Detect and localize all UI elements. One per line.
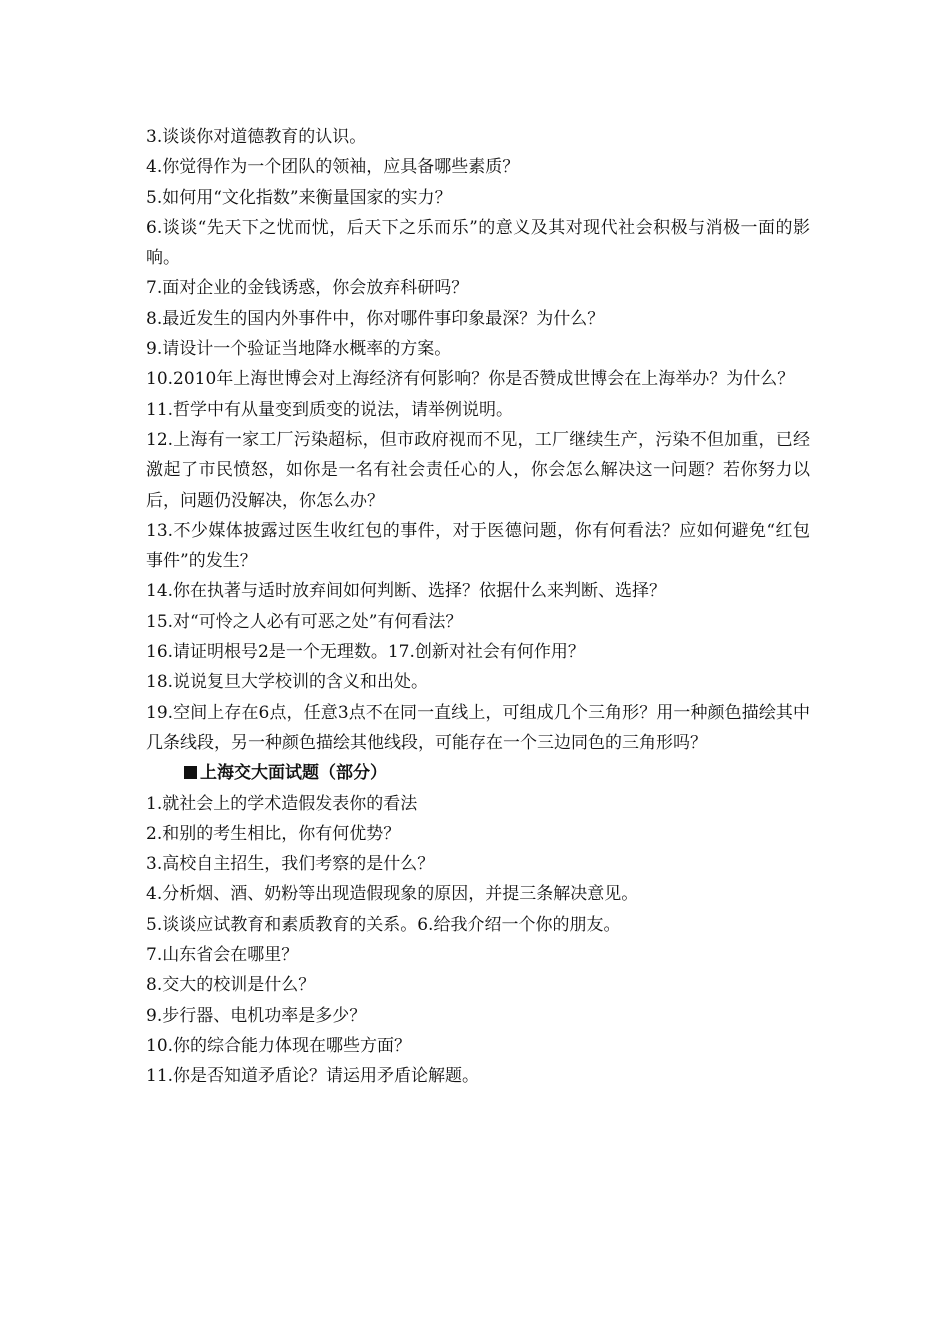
question-9: 9.请设计一个验证当地降水概率的方案。 bbox=[146, 339, 452, 360]
sjtu-question-4: 4.分析烟、酒、奶粉等出现造假现象的原因，并提三条解决意见。 bbox=[146, 884, 639, 905]
sjtu-question-11: 11.你是否知道矛盾论？请运用矛盾论解题。 bbox=[146, 1066, 480, 1087]
question-4: 4.你觉得作为一个团队的领袖，应具备哪些素质？ bbox=[146, 157, 520, 178]
question-7: 7.面对企业的金钱诱惑，你会放弃科研吗？ bbox=[146, 278, 469, 299]
question-11: 11.哲学中有从量变到质变的说法，请举例说明。 bbox=[146, 399, 514, 420]
sjtu-question-9: 9.步行器、电机功率是多少？ bbox=[146, 1005, 367, 1026]
question-3: 3.谈谈你对道德教育的认识。 bbox=[146, 127, 367, 147]
sjtu-question-5-6: 5.谈谈应试教育和素质教育的关系。6.给我介绍一个你的朋友。 bbox=[146, 914, 621, 935]
section-heading bbox=[146, 758, 810, 788]
sjtu-question-3: 3.高校自主招生，我们考察的是什么？ bbox=[146, 854, 435, 875]
sjtu-question-8: 8.交大的校训是什么？ bbox=[146, 975, 316, 996]
question-15: 15.对“可怜之人必有可恶之处”有何看法？ bbox=[146, 611, 463, 632]
question-12: 12.上海有一家工厂污染超标，但市政府视而不见，工厂继续生产，污染不但加重，已经激起了市民愤怒，如你是一名有社会责任心的人，你会怎么解决这一问题？若你努力以后，问题仍没解决，你怎么办？ bbox=[146, 429, 810, 511]
sjtu-question-1: 1.就社会上的学术造假发表你的看法 bbox=[146, 793, 418, 814]
question-6: 6.谈谈“先天下之忧而忧，后天下之乐而乐”的意义及其对现代社会积极与消极一面的影响。 bbox=[146, 217, 810, 269]
question-8: 8.最近发生的国内外事件中，你对哪件事印象最深？为什么？ bbox=[146, 308, 605, 329]
question-19: 19.空间上存在6点，任意3点不在同一直线上，可组成几个三角形？用一种颜色描绘其中几条线段，另一种颜色描绘其他线段，可能存在一个三边同色的三角形吗？ bbox=[146, 702, 810, 753]
sjtu-question-10: 10.你的综合能力体现在哪些方面？ bbox=[146, 1035, 412, 1056]
section-heading-text: 上海交大面试题（部分） bbox=[200, 763, 387, 784]
sjtu-question-7: 7.山东省会在哪里？ bbox=[146, 945, 299, 966]
question-16-17: 16.请证明根号2是一个无理数。17.创新对社会有何作用？ bbox=[146, 642, 585, 663]
question-13: 13.不少媒体披露过医生收红包的事件，对于医德问题，你有何看法？应如何避免“红包事件”的发生？ bbox=[146, 520, 810, 572]
question-5: 5.如何用“文化指数”来衡量国家的实力？ bbox=[146, 187, 452, 208]
question-14: 14.你在执著与适时放弃间如何判断、选择？依据什么来判断、选择？ bbox=[146, 581, 667, 602]
black-square-icon bbox=[184, 766, 197, 779]
question-10: 10.2010年上海世博会对上海经济有何影响？你是否赞成世博会在上海举办？为什么？ bbox=[146, 369, 795, 390]
sjtu-question-2: 2.和别的考生相比，你有何优势？ bbox=[146, 823, 401, 844]
document-page bbox=[146, 122, 810, 1092]
question-18: 18.说说复旦大学校训的含义和出处。 bbox=[146, 672, 429, 693]
